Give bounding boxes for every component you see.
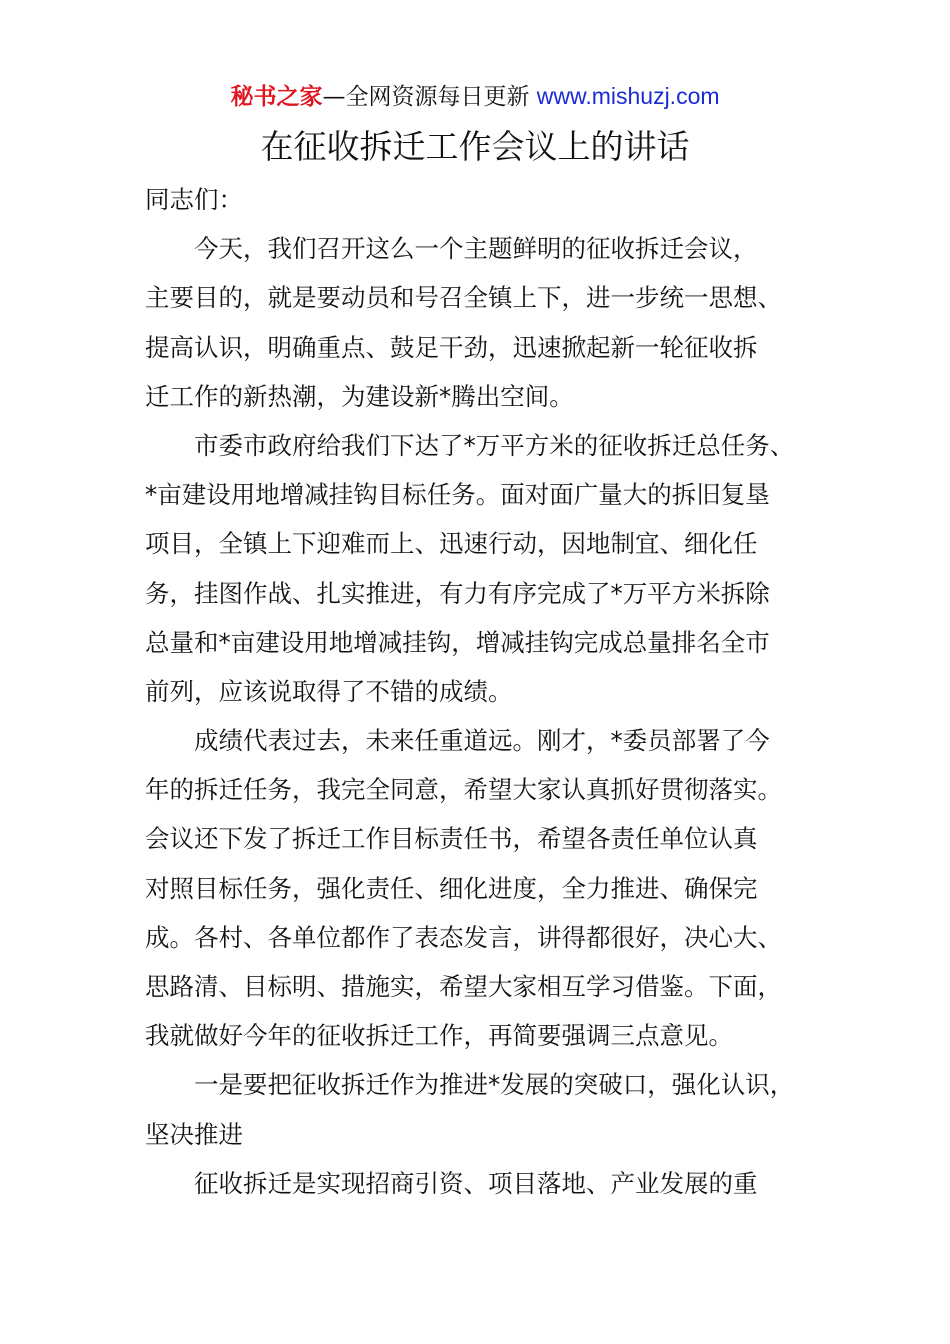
text-line: 征收拆迁是实现招商引资、项目落地、产业发展的重 [194,1168,758,1198]
text-line: 提高认识，明确重点、鼓足干劲，迅速掀起新一轮征收拆 [145,332,758,362]
document-title: 在征收拆迁工作会议上的讲话 [260,127,690,166]
text-line: *亩建设用地增减挂钩目标任务。面对面广量大的拆旧复垦 [145,480,770,510]
section-heading-line: 一是要把征收拆迁作为推进*发展的突破口，强化认识， [194,1070,795,1100]
header-tagline: —全网资源每日更新 [322,84,537,110]
text-line: 项目，全镇上下迎难而上、迅速行动，因地制宜、细化任 [145,529,758,559]
text-line: 主要目的，就是要动员和号召全镇上下，进一步统一思想、 [145,283,782,313]
site-header [0,80,950,113]
text-line: 成绩代表过去，未来任重道远。刚才，*委员部署了今 [194,726,770,756]
brand-name: 秘书之家 [230,84,323,110]
text-line: 务，挂图作战、扎实推进，有力有序完成了*万平方米拆除 [145,578,770,608]
salutation-line: 同志们： [145,185,243,214]
text-line: 成。各村、各单位都作了表态发言，讲得都很好，决心大、 [145,922,782,952]
text-line: 今天，我们召开这么一个主题鲜明的征收拆迁会议， [194,234,758,264]
text-line: 迁工作的新热潮，为建设新*腾出空间。 [145,381,574,411]
text-line: 总量和*亩建设用地增减挂钩，增减挂钩完成总量排名全市 [145,627,770,657]
text-line: 思路清、目标明、措施实，希望大家相互学习借鉴。下面， [145,972,782,1001]
text-line: 会议还下发了拆迁工作目标责任书，希望各责任单位认真 [145,824,758,854]
text-line: 前列，应该说取得了不错的成绩。 [145,676,513,706]
site-url-link[interactable]: www.mishuzj.com [536,83,720,109]
document-body [145,175,825,1208]
text-line: 对照目标任务，强化责任、细化进度，全力推进、确保完 [145,873,758,903]
section-heading-line: 坚决推进 [145,1119,243,1149]
text-line: 我就做好今年的征收拆迁工作，再简要强调三点意见。 [145,1021,733,1051]
text-line: 年的拆迁任务，我完全同意，希望大家认真抓好贯彻落实。 [145,775,782,805]
text-line: 市委市政府给我们下达了*万平方米的征收拆迁总任务、 [194,430,795,460]
